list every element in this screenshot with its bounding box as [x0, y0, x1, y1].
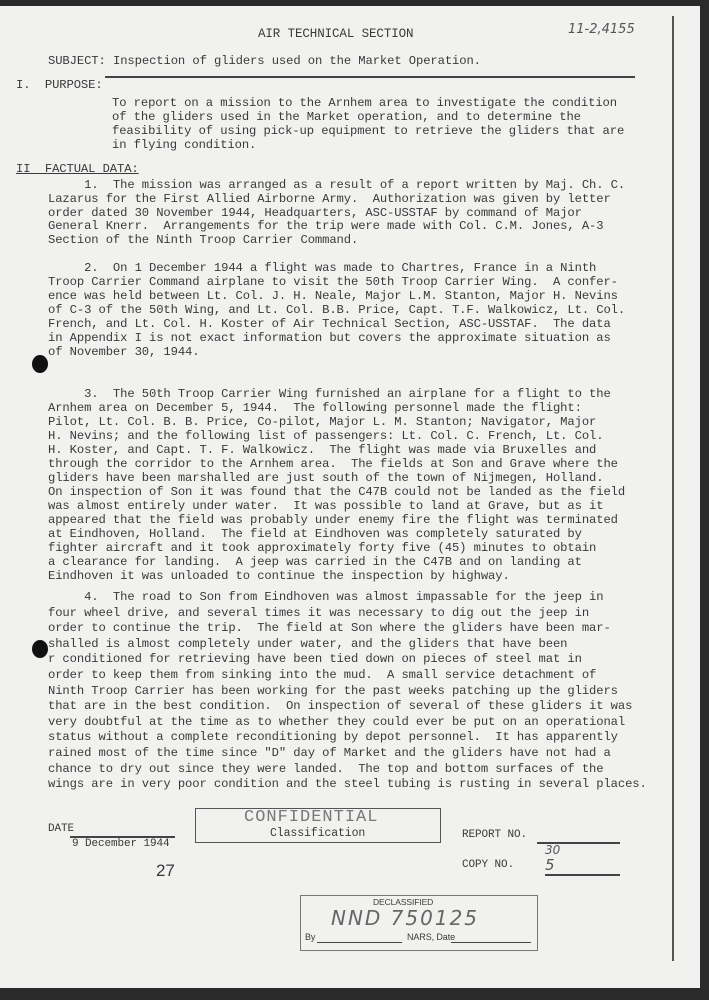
paragraph-4-line: r conditioned for retrieving have been tied down on pieces of steel mat in: [48, 652, 582, 667]
paragraph-3-line: On inspection of Son it was found that the C47B could not be landed as the field: [48, 485, 626, 499]
purpose-line: To report on a mission to the Arnhem area to investigate the condition: [112, 96, 617, 110]
paragraph-2-line: of November 30, 1944.: [48, 345, 200, 359]
declassification-stamp: [300, 895, 538, 951]
paragraph-1-line: Section of the Ninth Troop Carrier Command.: [48, 233, 359, 248]
paragraph-3-line: was almost entirely under water. It was possible to land at Grave, but as it: [48, 499, 604, 513]
copy-no-label: COPY NO.: [462, 859, 515, 871]
section-title: AIR TECHNICAL SECTION: [258, 27, 414, 41]
page-edge-line: [672, 16, 674, 961]
copy-no-value: 5: [545, 856, 555, 874]
factual-heading: II FACTUAL DATA:: [16, 162, 139, 176]
paragraph-3-line: at Eindhoven, Holland. The field at Eindhoven was completely saturated by: [48, 527, 582, 541]
classification-box: [195, 808, 441, 843]
paragraph-3-line: appeared that the field was probably under enemy fire the flight was terminated: [48, 513, 618, 527]
by-underline: [317, 942, 402, 943]
paragraph-1-line: Lazarus for the First Allied Airborne Army. Authorization was given by letter: [48, 191, 611, 206]
paragraph-2-line: of C-3 of the 50th Wing, and Lt. Col. B.B. Price, Capt. T.F. Walkowicz, Lt. Col.: [48, 303, 626, 317]
paragraph-4-line: order to keep them from sinking into the mud. A small service detachment of: [48, 668, 597, 682]
declassified-authority: NND 750125: [331, 906, 480, 930]
subject-label: SUBJECT:: [48, 54, 106, 68]
paragraph-4-line: 4. The road to Son from Eindhoven was almost impassable for the jeep in: [48, 590, 604, 604]
purpose-line: feasibility of using pick-up equipment to retrieve the gliders that are: [112, 124, 625, 138]
paragraph-4-line: Ninth Troop Carrier has been working for the past weeks patching up the gliders: [48, 683, 618, 698]
punch-hole: [32, 355, 48, 373]
purpose-line: of the gliders used in the Market operation, and to determine the: [112, 110, 581, 124]
paragraph-4-line: rained most of the time since "D" day of Market and the gliders have not had a: [48, 746, 611, 760]
paragraph-4-line: shalled is almost completely under water, and the gliders that have been: [48, 636, 568, 651]
paragraph-3-line: Arnhem area on December 5, 1944. The following personnel made the flight:: [48, 401, 582, 415]
paragraph-3-line: Eindhoven it was unloaded to continue the inspection by highway.: [48, 569, 510, 583]
paragraph-1-line: order dated 30 November 1944, Headquarters, ASC-USSTAF by command of Major: [48, 205, 582, 220]
report-no-value: 30: [545, 843, 561, 857]
paragraph-4-line: wings are in very poor condition and the steel tubing is rusting in several places.: [48, 777, 647, 792]
paragraph-2-line: French, and Lt. Col. H. Koster of Air Technical Section, ASC-USSTAF. The data: [48, 317, 611, 331]
paragraph-3-line: a clearance for landing. A jeep was carried in the C47B and on landing at: [48, 555, 582, 569]
paragraph-1-line: 1. The mission was arranged as a result of a report written by Maj. Ch. C.: [48, 178, 626, 192]
purpose-heading: I. PURPOSE:: [16, 78, 103, 92]
paragraph-2-line: ence was held between Lt. Col. J. H. Neale, Major L.M. Stanton, Major H. Nevins: [48, 289, 618, 303]
paragraph-4-line: very doubtful at the time as to whether they could ever be put on an operational: [48, 714, 626, 729]
by-label: By: [305, 932, 316, 942]
declassified-label: DECLASSIFIED: [373, 897, 434, 907]
paragraph-4-line: four wheel drive, and several times it was necessary to dig out the jeep in: [48, 605, 590, 620]
file-number: 11-2,4155: [568, 22, 635, 37]
paragraph-2-line: Troop Carrier Command airplane to visit the 50th Troop Carrier Wing. A confer-: [48, 275, 618, 289]
nars-date-label: NARS, Date: [407, 932, 456, 942]
paragraph-2-line: in Appendix I is not exact information but covers the approximate situation as: [48, 331, 611, 345]
date-underline: [451, 942, 531, 943]
date-label: DATE: [48, 823, 75, 835]
report-no-label: REPORT NO.: [462, 829, 528, 841]
paragraph-2-line: 2. On 1 December 1944 a flight was made to Chartres, France in a Ninth: [48, 261, 597, 275]
subject-text: Inspection of gliders used on the Market Operation.: [113, 54, 481, 68]
paragraph-3-line: 3. The 50th Troop Carrier Wing furnished an airplane for a flight to the: [48, 387, 611, 401]
confidential-stamp: CONFIDENTIAL: [244, 808, 379, 827]
paragraph-1-line: General Knerr. Arrangements for the trip were made with Col. C.M. Jones, A-3: [48, 219, 604, 234]
page-number: 27: [156, 861, 175, 880]
paragraph-3-line: gliders have been marshalled are just south of the town of Nijmegen, Holland.: [48, 471, 604, 485]
paragraph-4-line: order to continue the trip. The field at Son where the gliders have been mar-: [48, 621, 611, 636]
punch-hole: [32, 640, 48, 658]
paragraph-3-line: fighter aircraft and it took approximately forty five (45) minutes to obtain: [48, 541, 597, 555]
classification-label: Classification: [270, 827, 366, 840]
copy-no-underline: [545, 874, 620, 876]
paragraph-3-line: H. Nevins; and the following list of passengers: Lt. Col. C. French, Lt. Col.: [48, 429, 604, 443]
paragraph-4-line: status without a complete reconditioning by depot personnel. It has apparently: [48, 730, 618, 745]
purpose-line: in flying condition.: [112, 138, 257, 152]
document-page: [0, 6, 700, 988]
date-value: 9 December 1944: [72, 838, 170, 850]
paragraph-3-line: Pilot, Lt. Col. B. B. Price, Co-pilot, Major L. M. Stanton; Navigator, Major: [48, 415, 597, 429]
subject-underline: [105, 76, 635, 78]
paragraph-3-line: through the corridor to the Arnhem area. The fields at Son and Grave where the: [48, 457, 618, 471]
paragraph-4-line: chance to dry out since they were landed. The top and bottom surfaces of the: [48, 761, 604, 776]
paragraph-4-line: that are in the best condition. On inspection of several of these gliders it was: [48, 699, 633, 714]
paragraph-3-line: H. Koster, and Capt. T. F. Walkowicz. The flight was made via Bruxelles and: [48, 443, 597, 457]
